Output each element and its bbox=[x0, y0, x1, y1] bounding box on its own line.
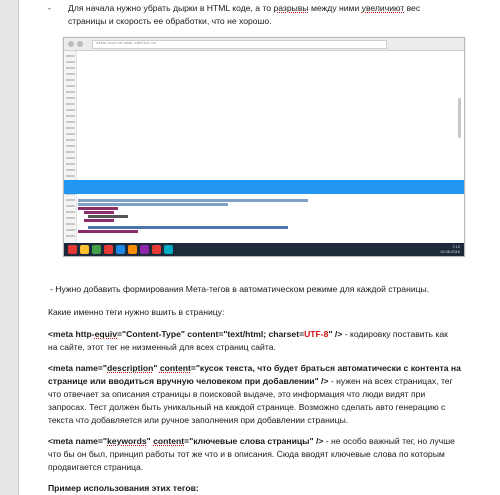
code-run: " bbox=[146, 436, 154, 446]
selected-line-highlight bbox=[64, 180, 464, 194]
line-number bbox=[66, 67, 75, 69]
code-run: keywords bbox=[107, 436, 147, 446]
code-run: <meta name=" bbox=[48, 436, 108, 446]
line-number bbox=[66, 235, 75, 237]
browser-icon bbox=[104, 245, 113, 254]
folder-icon bbox=[80, 245, 89, 254]
code-line bbox=[88, 215, 128, 218]
code-run: description bbox=[107, 363, 154, 373]
line-number bbox=[66, 175, 75, 177]
code-line bbox=[84, 211, 114, 214]
code-line bbox=[78, 203, 228, 206]
text-run: - кодировку поставить как bbox=[342, 329, 448, 339]
line-number bbox=[66, 127, 75, 129]
text-run: Для начала нужно убрать дырки в HTML коде, а то bbox=[68, 3, 274, 13]
text-run: - не особо важный тег, но лучше bbox=[323, 436, 455, 446]
line-number bbox=[66, 223, 75, 225]
code-run: content bbox=[159, 363, 191, 373]
code-run: " bbox=[153, 363, 160, 373]
meta-keywords-line2: что бы он был, принцип работы тот же что и в описания. Сюда вводят ключевые слова по которым bbox=[48, 449, 445, 459]
meta-description-line4: запросах. Тест должен быть уникальный на каждой странице. Возможно сделать авто генерацию с bbox=[48, 402, 446, 412]
paragraph-intro-line1 bbox=[68, 2, 488, 15]
paragraph-which-tags: Какие именно теги нужно вшить в страницу: bbox=[48, 307, 225, 317]
line-number bbox=[66, 61, 75, 63]
forward-icon bbox=[77, 41, 83, 47]
line-number bbox=[66, 115, 75, 117]
line-number bbox=[66, 229, 75, 231]
code-run: ="Content-Type" content="text/html; charset= bbox=[117, 329, 305, 339]
meta-charset-line1 bbox=[48, 328, 488, 341]
misspelled-word: увеличиют bbox=[361, 3, 405, 13]
paragraph-meta-tags: - Нужно добавить формирования Мета-тегов в автоматическом режиме для каждой страницы. bbox=[50, 284, 430, 294]
meta-description-line3: что отвечает за описания страницы в поисковой выдаче, это информация что люди видят при bbox=[48, 389, 426, 399]
code-run: ="ключевые слова страницы" /> bbox=[184, 436, 324, 446]
line-number bbox=[66, 205, 75, 207]
app-icon bbox=[128, 245, 137, 254]
paragraph-intro-line2: страницы и скорость ее обработки, что не хорошо. bbox=[68, 16, 272, 26]
app-icon bbox=[152, 245, 161, 254]
line-number bbox=[66, 79, 75, 81]
meta-description-line5: текста что добавляется или ручное заполнения при добавлении страницы. bbox=[48, 415, 349, 425]
url-field: view-source:www.sdelka.co bbox=[92, 40, 387, 49]
clock-time: 7:12 bbox=[452, 244, 460, 249]
misspelled-word: разрывы bbox=[273, 3, 309, 13]
line-number bbox=[66, 211, 75, 213]
code-line bbox=[78, 207, 118, 210]
paragraph-example-heading: Пример использования этих тегов: bbox=[48, 483, 199, 493]
code-line bbox=[88, 226, 288, 229]
line-number bbox=[66, 169, 75, 171]
text-run: между ними bbox=[308, 3, 362, 13]
line-number bbox=[66, 133, 75, 135]
code-run: content bbox=[153, 436, 185, 446]
line-number bbox=[66, 157, 75, 159]
line-number bbox=[66, 163, 75, 165]
line-number bbox=[66, 139, 75, 141]
code-run: <meta http- bbox=[48, 329, 95, 339]
app-icon bbox=[164, 245, 173, 254]
meta-charset-line2: на сайте, этот тег не низменный для всех страниц сайта. bbox=[48, 342, 276, 352]
browser-address-bar bbox=[64, 38, 464, 51]
meta-description-line2 bbox=[48, 375, 488, 388]
text-run: вес bbox=[404, 3, 421, 13]
bullet-dash: - bbox=[48, 3, 51, 13]
text-run: - нужен на всех страницах, тег bbox=[328, 376, 453, 386]
code-line bbox=[78, 230, 138, 233]
line-number bbox=[66, 103, 75, 105]
taskbar-clock bbox=[440, 244, 460, 254]
start-icon bbox=[68, 245, 77, 254]
line-number bbox=[66, 151, 75, 153]
clock-date: 16.08.2016 bbox=[439, 249, 460, 254]
app-icon bbox=[92, 245, 101, 254]
line-number bbox=[66, 97, 75, 99]
code-run: ="кусок текста, что будет браться автоматически с контента на bbox=[190, 363, 461, 373]
code-run: <meta name=" bbox=[48, 363, 108, 373]
line-number bbox=[66, 217, 75, 219]
meta-keywords-line3: продвигается страница. bbox=[48, 462, 144, 472]
line-number bbox=[66, 145, 75, 147]
code-run: странице или вводиться вручную человеком при добавлении" /> bbox=[48, 376, 329, 386]
code-run: equiv bbox=[94, 329, 118, 339]
line-number bbox=[66, 85, 75, 87]
app-icon bbox=[140, 245, 149, 254]
line-number bbox=[66, 73, 75, 75]
charset-value: UTF-8 bbox=[304, 329, 329, 339]
line-number bbox=[66, 109, 75, 111]
code-line bbox=[84, 219, 114, 222]
taskbar bbox=[64, 243, 464, 256]
line-number bbox=[66, 199, 75, 201]
line-number bbox=[66, 121, 75, 123]
scrollbar-thumb bbox=[458, 98, 461, 138]
app-icon bbox=[116, 245, 125, 254]
line-number-gutter bbox=[64, 51, 77, 245]
line-number bbox=[66, 91, 75, 93]
back-icon bbox=[68, 41, 74, 47]
line-number bbox=[66, 55, 75, 57]
meta-description-line1 bbox=[48, 362, 488, 375]
embedded-screenshot bbox=[63, 37, 465, 257]
code-run: " /> bbox=[328, 329, 343, 339]
code-line bbox=[78, 199, 308, 202]
meta-keywords-line1 bbox=[48, 435, 488, 448]
